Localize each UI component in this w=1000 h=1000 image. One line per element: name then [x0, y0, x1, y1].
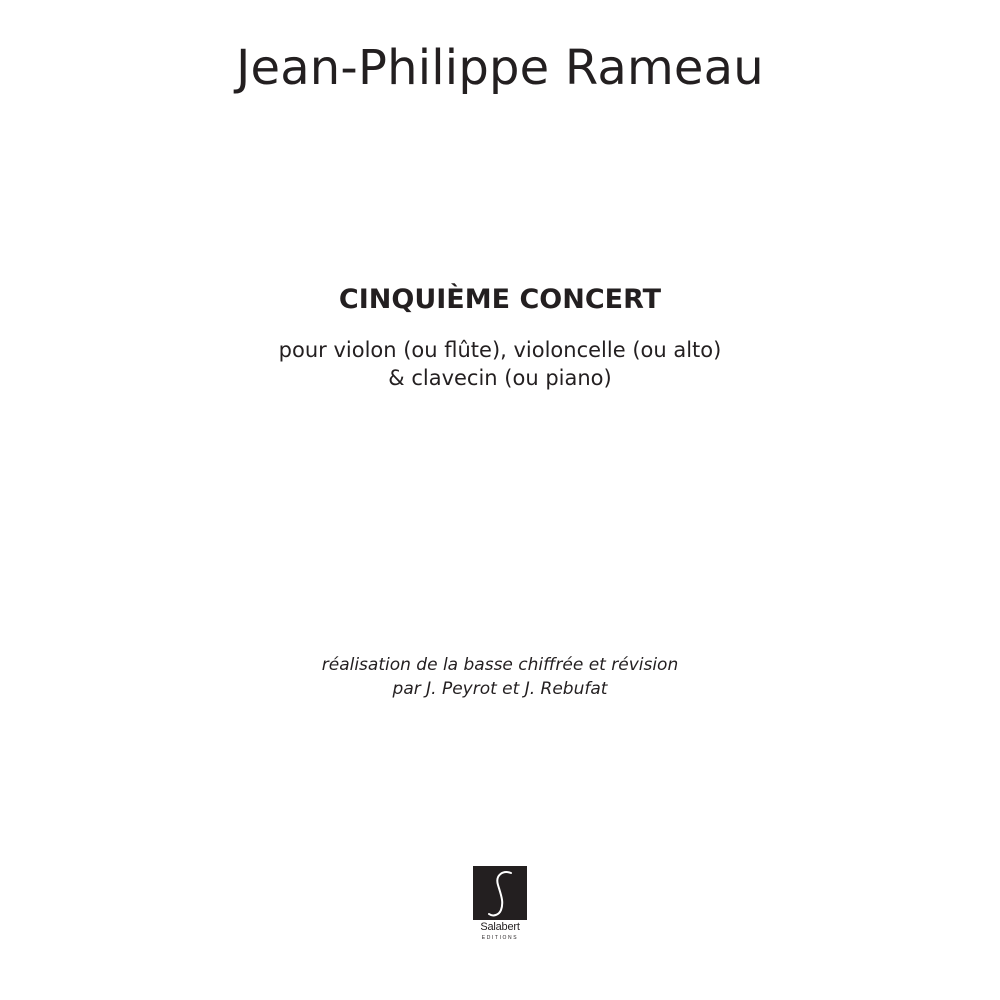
instrumentation	[0, 336, 1000, 392]
publisher-subtitle: EDITIONS	[481, 935, 519, 941]
publisher-name: Salabert	[480, 921, 520, 933]
credits-line-1: réalisation de la basse chiffrée et révision	[321, 655, 679, 675]
credits-line-2: par J. Peyrot et J. Rebufat	[392, 679, 608, 699]
publisher-logo	[473, 866, 527, 946]
credits	[0, 653, 1000, 701]
instrumentation-line-2: & clavecin (ou piano)	[388, 366, 612, 390]
salabert-s-logo-icon	[473, 866, 527, 920]
work-title: CINQUIÈME CONCERT	[338, 284, 662, 315]
instrumentation-line-1: pour violon (ou flûte), violoncelle (ou alto)	[278, 338, 722, 362]
composer-name: Jean-Philippe Rameau	[236, 40, 764, 96]
